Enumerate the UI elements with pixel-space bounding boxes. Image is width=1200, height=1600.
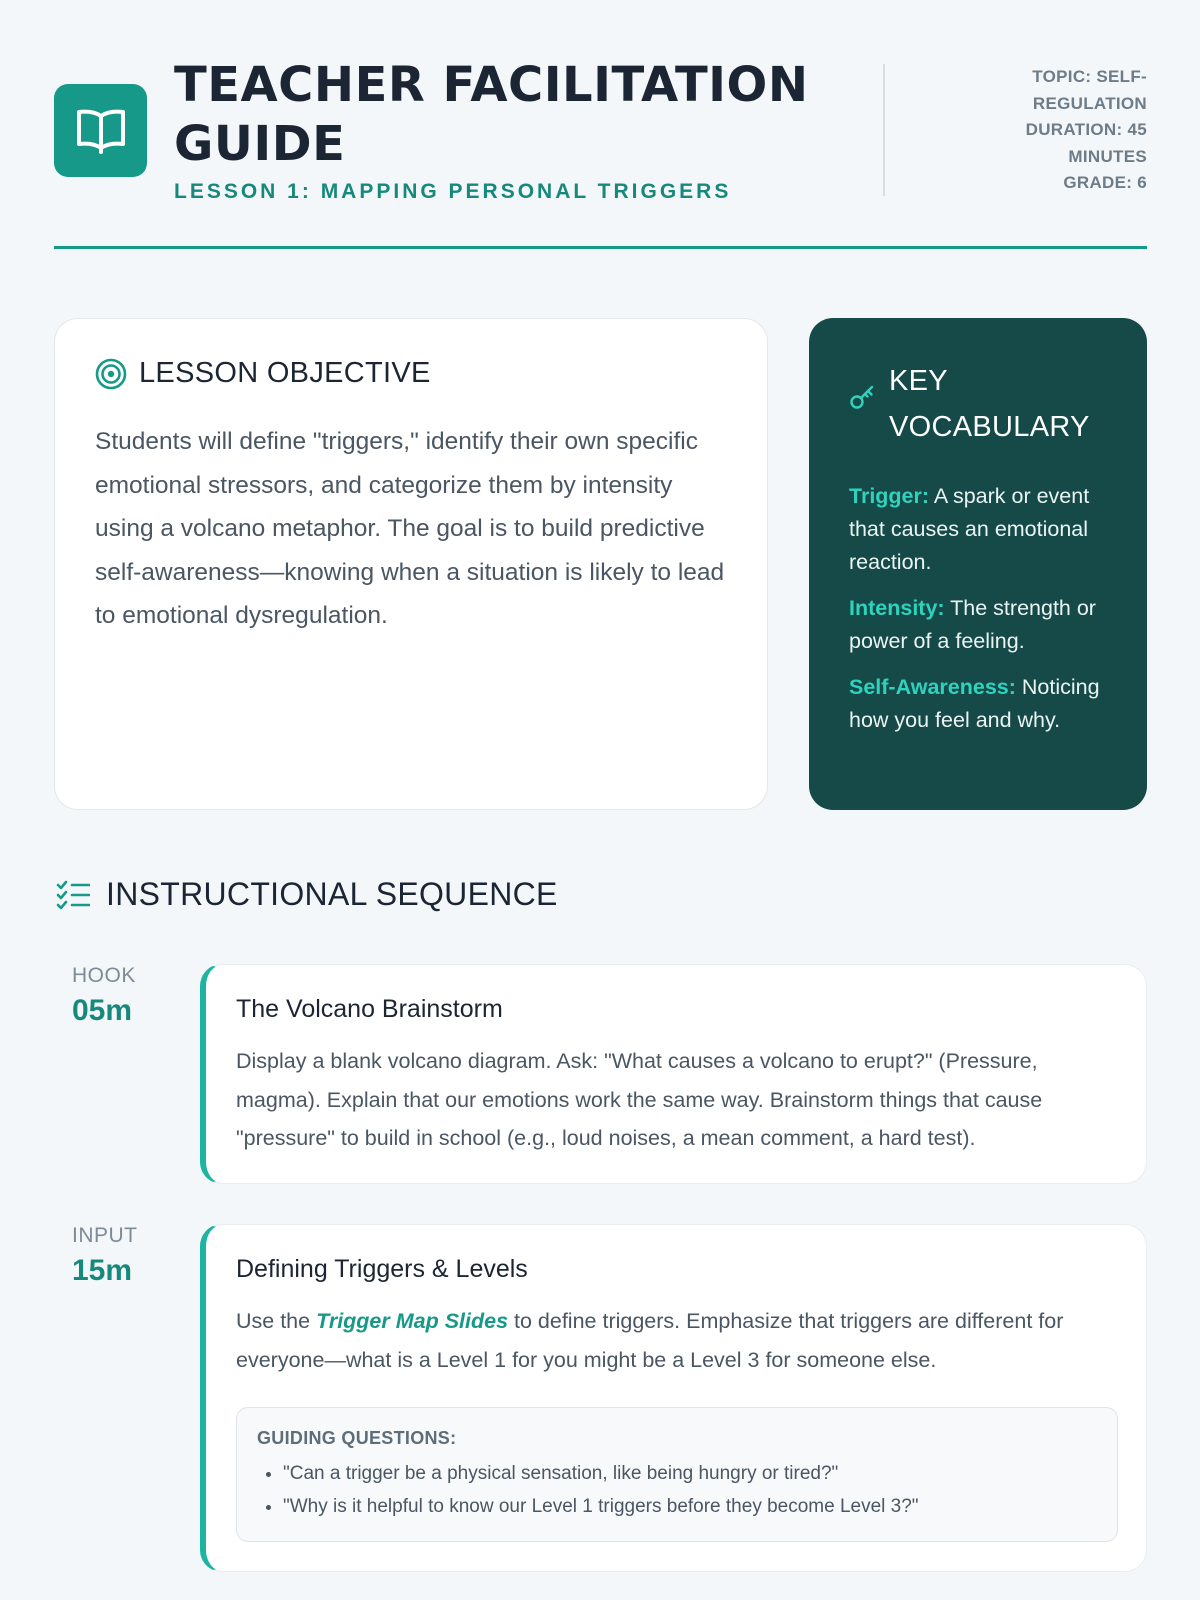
step-title: Defining Triggers & Levels <box>236 1255 528 1283</box>
key-icon <box>849 384 875 410</box>
header-divider <box>883 64 885 196</box>
step-label-input <box>72 1224 182 1288</box>
open-book-icon <box>75 108 127 154</box>
trigger-map-slides-link[interactable]: Trigger Map Slides <box>316 1309 509 1333</box>
step-tag: HOOK <box>72 964 136 987</box>
guiding-questions-box <box>236 1407 1118 1542</box>
guiding-questions-label: GUIDING QUESTIONS: <box>257 1428 457 1448</box>
step-title: The Volcano Brainstorm <box>236 995 503 1023</box>
guiding-question: • "Can a trigger be a physical sensation, like being hungry or tired?" <box>283 1457 1097 1490</box>
sequence-heading-text: INSTRUCTIONAL SEQUENCE <box>106 876 558 912</box>
step-text: Display a blank volcano diagram. Ask: "What causes a volcano to erupt?" (Pressure, magma). Explain that our emotions work the same way. Brainstorm things that cause "pressure" to build in school (e.g., loud noises, a mean comment, a hard test). <box>236 1049 1043 1150</box>
objective-text: Students will define "triggers," identify their own specific emotional stressors, and categorize them by intensity using a volcano metaphor. The goal is to build predictive self-awareness—knowing when a situation is likely to lead to emotional dysregulation. <box>95 428 725 629</box>
step-card-hook <box>200 964 1147 1184</box>
vocab-item-self-awareness <box>849 671 1113 737</box>
vocab-term: Intensity: <box>849 596 945 620</box>
objective-card <box>54 318 768 810</box>
vocab-item-intensity <box>849 592 1113 658</box>
vocabulary-heading: KEY VOCABULARY <box>889 365 1090 443</box>
header-rule <box>54 246 1147 249</box>
vocab-term: Self-Awareness: <box>849 675 1016 699</box>
meta-topic: TOPIC: SELF-REGULATION <box>1032 67 1147 113</box>
lesson-meta <box>967 64 1147 197</box>
step-label-hook <box>72 964 182 1028</box>
vocab-term: Trigger: <box>849 484 930 508</box>
vocab-definition: Noticing how you feel and why. <box>849 675 1100 732</box>
vocab-definition: A spark or event that causes an emotional reaction. <box>849 484 1090 574</box>
page-header <box>54 56 1147 203</box>
meta-grade: GRADE: 6 <box>1063 173 1147 192</box>
step-card-input <box>200 1224 1147 1572</box>
sequence-heading <box>56 876 558 913</box>
step-text-before: Use the <box>236 1309 317 1333</box>
objective-heading: LESSON OBJECTIVE <box>139 357 431 389</box>
vocabulary-card <box>809 318 1147 810</box>
meta-duration: DURATION: 45 MINUTES <box>1025 120 1147 166</box>
step-tag: INPUT <box>72 1224 138 1247</box>
step-text-after: to define triggers. Emphasize that triggers are different for everyone—what is a Level 1 for you might be a Level 3 for someone else. <box>236 1309 1064 1372</box>
step-time: 15m <box>72 1254 133 1287</box>
step-time: 05m <box>72 994 133 1027</box>
vocab-item-trigger <box>849 480 1113 579</box>
logo-badge <box>54 84 147 177</box>
page-title: TEACHER FACILITATION GUIDE <box>174 57 809 172</box>
checklist-icon <box>56 880 90 910</box>
guiding-questions-list <box>257 1457 1097 1523</box>
step-text <box>236 1302 1118 1379</box>
target-icon <box>95 358 127 390</box>
vocabulary-list <box>849 480 1113 737</box>
lesson-subtitle: LESSON 1: MAPPING PERSONAL TRIGGERS <box>174 180 732 203</box>
vocab-definition: The strength or power of a feeling. <box>849 596 1096 653</box>
guiding-question: • "Why is it helpful to know our Level 1 triggers before they become Level 3?" <box>283 1490 1097 1523</box>
